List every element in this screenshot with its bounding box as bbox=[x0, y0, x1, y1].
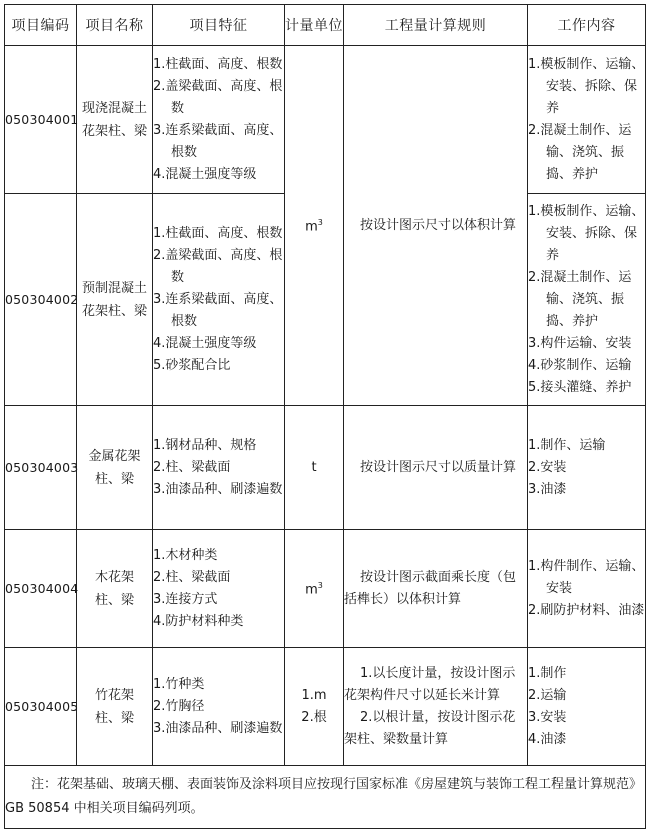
work-content bbox=[528, 194, 646, 406]
item-name-line: 现浇混凝土 bbox=[81, 100, 147, 116]
item-features bbox=[153, 406, 285, 530]
item-name-line: 金属花架 bbox=[88, 448, 141, 464]
work-content bbox=[528, 46, 646, 194]
item-code: 050304002 bbox=[5, 194, 77, 406]
item-name-line: 竹花架 bbox=[94, 687, 134, 703]
rule-text: 按设计图示尺寸以质量计算 bbox=[360, 459, 517, 475]
work-item: 2.刷防护材料、油漆 bbox=[528, 602, 645, 618]
feature-item: 5.砂浆配合比 bbox=[153, 357, 231, 373]
work-content bbox=[528, 530, 646, 648]
item-features bbox=[153, 194, 285, 406]
feature-item: 3.连系梁截面、高度、根数 bbox=[153, 122, 283, 160]
feature-item: 1.柱截面、高度、根数 bbox=[153, 56, 283, 72]
rule-cell bbox=[344, 648, 528, 766]
unit-cell bbox=[285, 46, 344, 406]
work-item: 1.模板制作、运输、安装、拆除、保养 bbox=[528, 56, 645, 116]
feature-item: 1.竹种类 bbox=[153, 676, 205, 692]
feature-item: 1.木材种类 bbox=[153, 547, 218, 563]
unit-superscript: 3 bbox=[317, 581, 323, 591]
item-name-line: 柱、梁 bbox=[94, 592, 134, 608]
work-item: 3.安装 bbox=[528, 709, 567, 725]
rule-text: 按设计图示截面乘长度（包括榫长）以体积计算 bbox=[344, 569, 517, 607]
item-name bbox=[77, 648, 153, 766]
header-rule: 工程量计算规则 bbox=[344, 5, 528, 46]
work-item: 1.模板制作、运输、安装、拆除、保养 bbox=[528, 203, 645, 263]
work-item: 4.砂浆制作、运输 bbox=[528, 357, 632, 373]
unit-value: 2.根 bbox=[301, 709, 327, 725]
table-row bbox=[5, 46, 646, 194]
feature-item: 2.柱、梁截面 bbox=[153, 569, 231, 585]
unit-cell bbox=[285, 406, 344, 530]
table-note: 注：花架基础、玻璃天棚、表面装饰及涂料项目应按现行国家标准《房屋建筑与装饰工程工程量计算规范》GB 50854 中相关项目编码列项。 bbox=[5, 766, 646, 829]
table-row bbox=[5, 648, 646, 766]
bill-of-quantities-table bbox=[4, 4, 646, 829]
feature-item: 2.柱、梁截面 bbox=[153, 459, 231, 475]
unit-cell bbox=[285, 530, 344, 648]
feature-item: 3.油漆品种、刷漆遍数 bbox=[153, 720, 283, 736]
table-row bbox=[5, 530, 646, 648]
feature-item: 2.竹胸径 bbox=[153, 698, 205, 714]
note-row bbox=[5, 766, 646, 829]
item-features bbox=[153, 530, 285, 648]
feature-item: 3.连系梁截面、高度、根数 bbox=[153, 291, 283, 329]
unit-cell bbox=[285, 648, 344, 766]
work-item: 2.混凝土制作、运输、浇筑、振捣、养护 bbox=[528, 122, 632, 182]
header-unit: 计量单位 bbox=[285, 5, 344, 46]
feature-item: 1.钢材品种、规格 bbox=[153, 437, 257, 453]
work-item: 1.制作 bbox=[528, 665, 567, 681]
unit-superscript: 3 bbox=[317, 218, 323, 228]
table-row bbox=[5, 406, 646, 530]
header-features: 项目特征 bbox=[153, 5, 285, 46]
work-item: 3.构件运输、安装 bbox=[528, 335, 632, 351]
rule-text: 2.以根计量，按设计图示花架柱、梁数量计算 bbox=[344, 709, 516, 747]
item-code: 050304001 bbox=[5, 46, 77, 194]
work-item: 5.接头灌缝、养护 bbox=[528, 379, 632, 395]
header-name: 项目名称 bbox=[77, 5, 153, 46]
item-name-line: 柱、梁 bbox=[94, 471, 134, 487]
work-content bbox=[528, 648, 646, 766]
item-code: 050304004 bbox=[5, 530, 77, 648]
item-name bbox=[77, 406, 153, 530]
item-name bbox=[77, 194, 153, 406]
feature-item: 4.混凝土强度等级 bbox=[153, 335, 257, 351]
unit-value: t bbox=[311, 459, 317, 475]
work-item: 1.构件制作、运输、安装 bbox=[528, 558, 645, 596]
feature-item: 2.盖梁截面、高度、根数 bbox=[153, 247, 283, 285]
feature-item: 1.柱截面、高度、根数 bbox=[153, 225, 283, 241]
work-content bbox=[528, 406, 646, 530]
rule-cell bbox=[344, 406, 528, 530]
item-name-line: 预制混凝土 bbox=[81, 280, 147, 296]
unit-value: m bbox=[305, 219, 318, 235]
unit-value: m bbox=[305, 582, 318, 598]
header-work: 工作内容 bbox=[528, 5, 646, 46]
item-name-line: 花架柱、梁 bbox=[81, 123, 147, 139]
work-item: 4.油漆 bbox=[528, 731, 567, 747]
item-name-line: 花架柱、梁 bbox=[81, 303, 147, 319]
rule-cell bbox=[344, 46, 528, 406]
item-features bbox=[153, 648, 285, 766]
item-name-line: 柱、梁 bbox=[94, 710, 134, 726]
header-row bbox=[5, 5, 646, 46]
rule-text: 按设计图示尺寸以体积计算 bbox=[360, 217, 517, 233]
work-item: 2.安装 bbox=[528, 459, 567, 475]
feature-item: 3.连接方式 bbox=[153, 591, 218, 607]
work-item: 1.制作、运输 bbox=[528, 437, 606, 453]
work-item: 2.运输 bbox=[528, 687, 567, 703]
feature-item: 2.盖梁截面、高度、根数 bbox=[153, 78, 283, 116]
rule-text: 1.以长度计量，按设计图示花架构件尺寸以延长米计算 bbox=[344, 665, 516, 703]
item-code: 050304003 bbox=[5, 406, 77, 530]
header-code: 项目编码 bbox=[5, 5, 77, 46]
feature-item: 3.油漆品种、刷漆遍数 bbox=[153, 481, 283, 497]
unit-value: 1.m bbox=[301, 687, 327, 703]
work-item: 3.油漆 bbox=[528, 481, 567, 497]
item-name-line: 木花架 bbox=[94, 569, 134, 585]
rule-cell bbox=[344, 530, 528, 648]
item-features bbox=[153, 46, 285, 194]
item-name bbox=[77, 46, 153, 194]
feature-item: 4.防护材料种类 bbox=[153, 613, 244, 629]
work-item: 2.混凝土制作、运输、浇筑、振捣、养护 bbox=[528, 269, 632, 329]
item-code: 050304005 bbox=[5, 648, 77, 766]
item-name bbox=[77, 530, 153, 648]
feature-item: 4.混凝土强度等级 bbox=[153, 166, 257, 182]
